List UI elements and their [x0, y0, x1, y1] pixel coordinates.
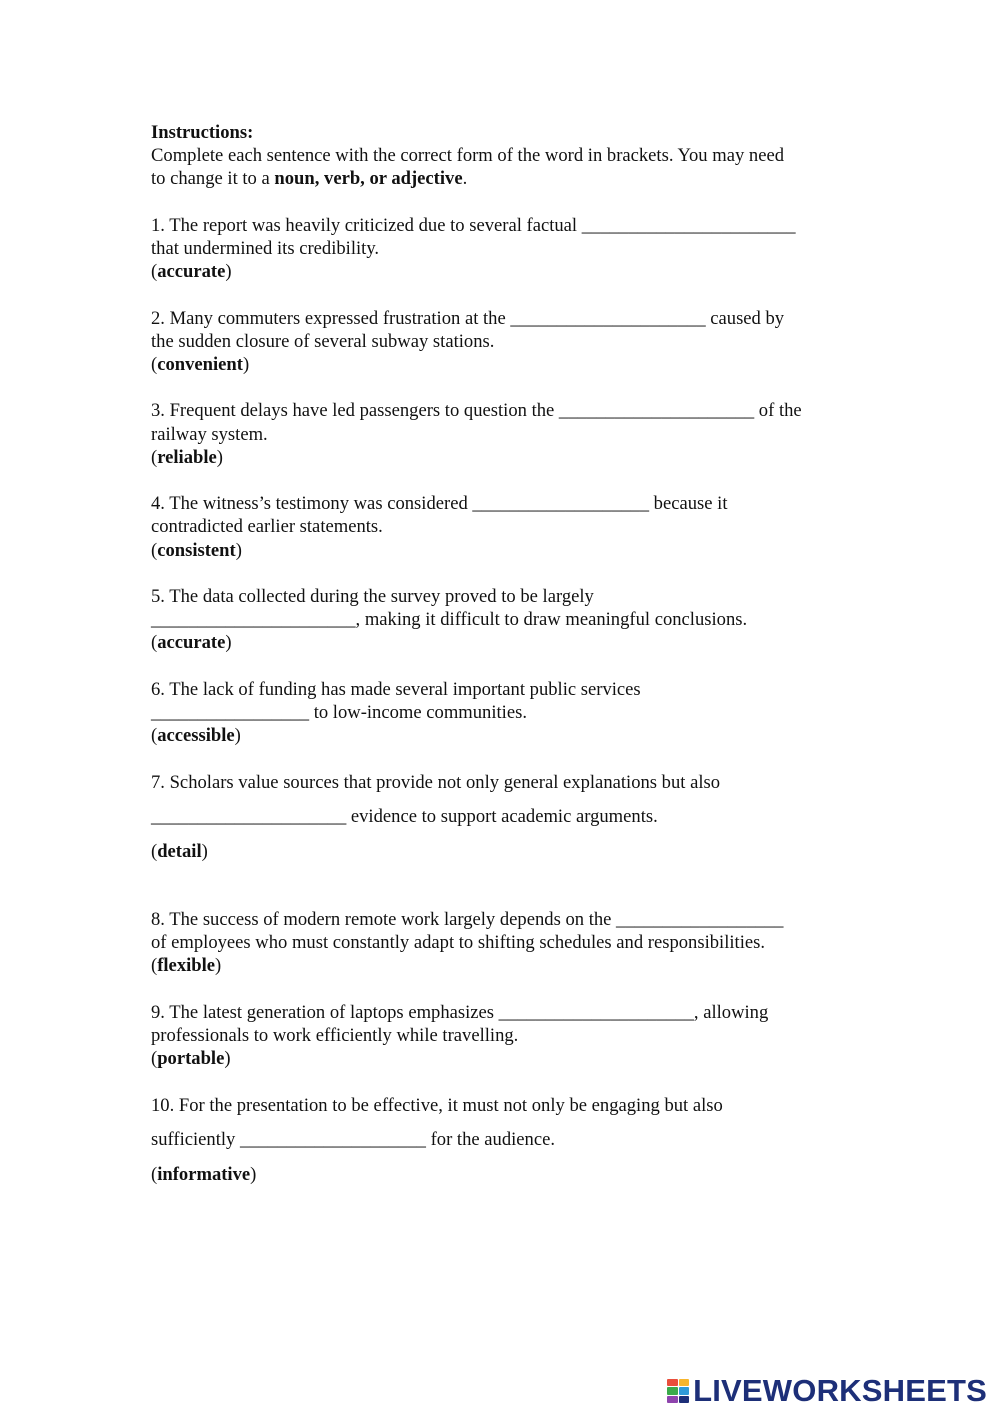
base-word: portable	[157, 1048, 225, 1070]
bracket-open: (	[151, 1163, 158, 1185]
bracket-close: )	[201, 840, 208, 862]
question-item	[151, 1094, 856, 1186]
instructions-text-line2-post: .	[462, 168, 468, 190]
liveworksheets-logo-text: LIVEWORKSHEETS	[693, 1373, 987, 1408]
bracket-open: (	[151, 840, 158, 862]
logo-square	[679, 1396, 690, 1403]
logo-square	[667, 1379, 678, 1386]
bracket-open: (	[151, 354, 158, 375]
question-text-line: _____________________ evidence to support academic arguments.	[151, 806, 658, 828]
question-text-line: 10. For the presentation to be effective, it must not only be engaging but also	[151, 1094, 723, 1116]
question-text-line: 7. Scholars value sources that provide not only general explanations but also	[151, 771, 721, 793]
question-text-line: ______________________, making it difficult to draw meaningful conclusions.	[151, 609, 748, 631]
question-text-line: of employees who must constantly adapt to shifting schedules and responsibilities.	[151, 932, 766, 954]
question-item	[151, 214, 856, 284]
question-text-line: professionals to work efficiently while travelling.	[151, 1024, 519, 1046]
bracket-close: )	[224, 1048, 231, 1070]
question-item	[151, 585, 856, 655]
bracket-open: (	[151, 1048, 158, 1070]
question-text-line: 8. The success of modern remote work largely depends on the __________________	[151, 908, 784, 930]
question-base-word	[151, 260, 856, 283]
bracket-open: (	[151, 632, 158, 654]
worksheet-content	[151, 121, 856, 1186]
instructions-text-line2-pre: to change it to a	[151, 168, 275, 190]
bracket-close: )	[242, 354, 250, 375]
question-text-line: 3. Frequent delays have led passengers to question the _____________________ of the	[151, 400, 802, 422]
bracket-open: (	[151, 955, 158, 977]
base-word: consistent	[157, 539, 236, 561]
question-list	[151, 214, 856, 1186]
base-word: accurate	[157, 632, 226, 654]
instructions-block	[151, 121, 856, 191]
liveworksheets-logo	[667, 1373, 987, 1409]
base-word: reliable	[157, 446, 217, 468]
bracket-close: )	[234, 725, 241, 747]
question-text-line: 2. Many commuters expressed frustration at the _____________________ caused by	[151, 307, 785, 329]
instructions-word-types: noun, verb, or adjective	[274, 168, 463, 190]
question-base-word	[151, 724, 856, 747]
question-item	[151, 399, 856, 469]
question-item	[151, 908, 856, 978]
liveworksheets-logo-icon	[667, 1379, 689, 1403]
question-text-line: sufficiently ____________________ for the audience.	[151, 1129, 555, 1151]
logo-square	[679, 1387, 690, 1394]
bracket-close: )	[225, 261, 232, 283]
question-text-line: that undermined its credibility.	[151, 238, 380, 259]
question-base-word	[151, 1047, 856, 1070]
bracket-close: )	[216, 446, 223, 468]
base-word: accessible	[157, 725, 235, 747]
question-text-line: 4. The witness’s testimony was considered ___________________ because it	[151, 493, 728, 515]
question-text-line: 6. The lack of funding has made several important public services	[151, 678, 641, 700]
question-base-word	[151, 840, 856, 863]
base-word: accurate	[157, 261, 226, 283]
question-base-word	[151, 954, 856, 977]
question-item	[151, 1001, 856, 1071]
question-base-word	[151, 631, 856, 654]
question-item	[151, 492, 856, 562]
question-text-line: contradicted earlier statements.	[151, 516, 383, 538]
base-word: informative	[157, 1163, 251, 1185]
bracket-close: )	[225, 632, 232, 654]
base-word: convenient	[157, 354, 243, 375]
bracket-close: )	[250, 1163, 257, 1185]
question-text-line: 5. The data collected during the survey proved to be largely	[151, 585, 594, 607]
question-text-line: _________________ to low-income communities.	[151, 701, 527, 723]
logo-square	[667, 1396, 678, 1403]
logo-square	[667, 1387, 678, 1394]
question-base-word	[151, 539, 856, 562]
bracket-close: )	[215, 955, 222, 977]
logo-square	[679, 1379, 690, 1386]
question-text-line: 1. The report was heavily criticized due to several factual _______________________	[151, 214, 796, 236]
bracket-open: (	[151, 725, 158, 747]
question-text-line: railway system.	[151, 423, 268, 445]
base-word: flexible	[157, 955, 216, 977]
instructions-heading: Instructions:	[151, 122, 254, 143]
instructions-text-line1: Complete each sentence with the correct form of the word in brackets. You may need	[151, 145, 785, 167]
question-item	[151, 771, 856, 863]
base-word: detail	[157, 840, 202, 862]
question-text-line: 9. The latest generation of laptops emphasizes _____________________, allowing	[151, 1001, 769, 1023]
question-item	[151, 678, 856, 748]
question-base-word	[151, 446, 856, 469]
bracket-close: )	[235, 539, 242, 561]
bracket-open: (	[151, 539, 158, 561]
question-item	[151, 307, 856, 377]
question-text-line: the sudden closure of several subway stations.	[151, 330, 495, 352]
bracket-open: (	[151, 261, 158, 283]
question-base-word	[151, 353, 856, 376]
bracket-open: (	[151, 446, 158, 468]
question-base-word	[151, 1163, 856, 1186]
